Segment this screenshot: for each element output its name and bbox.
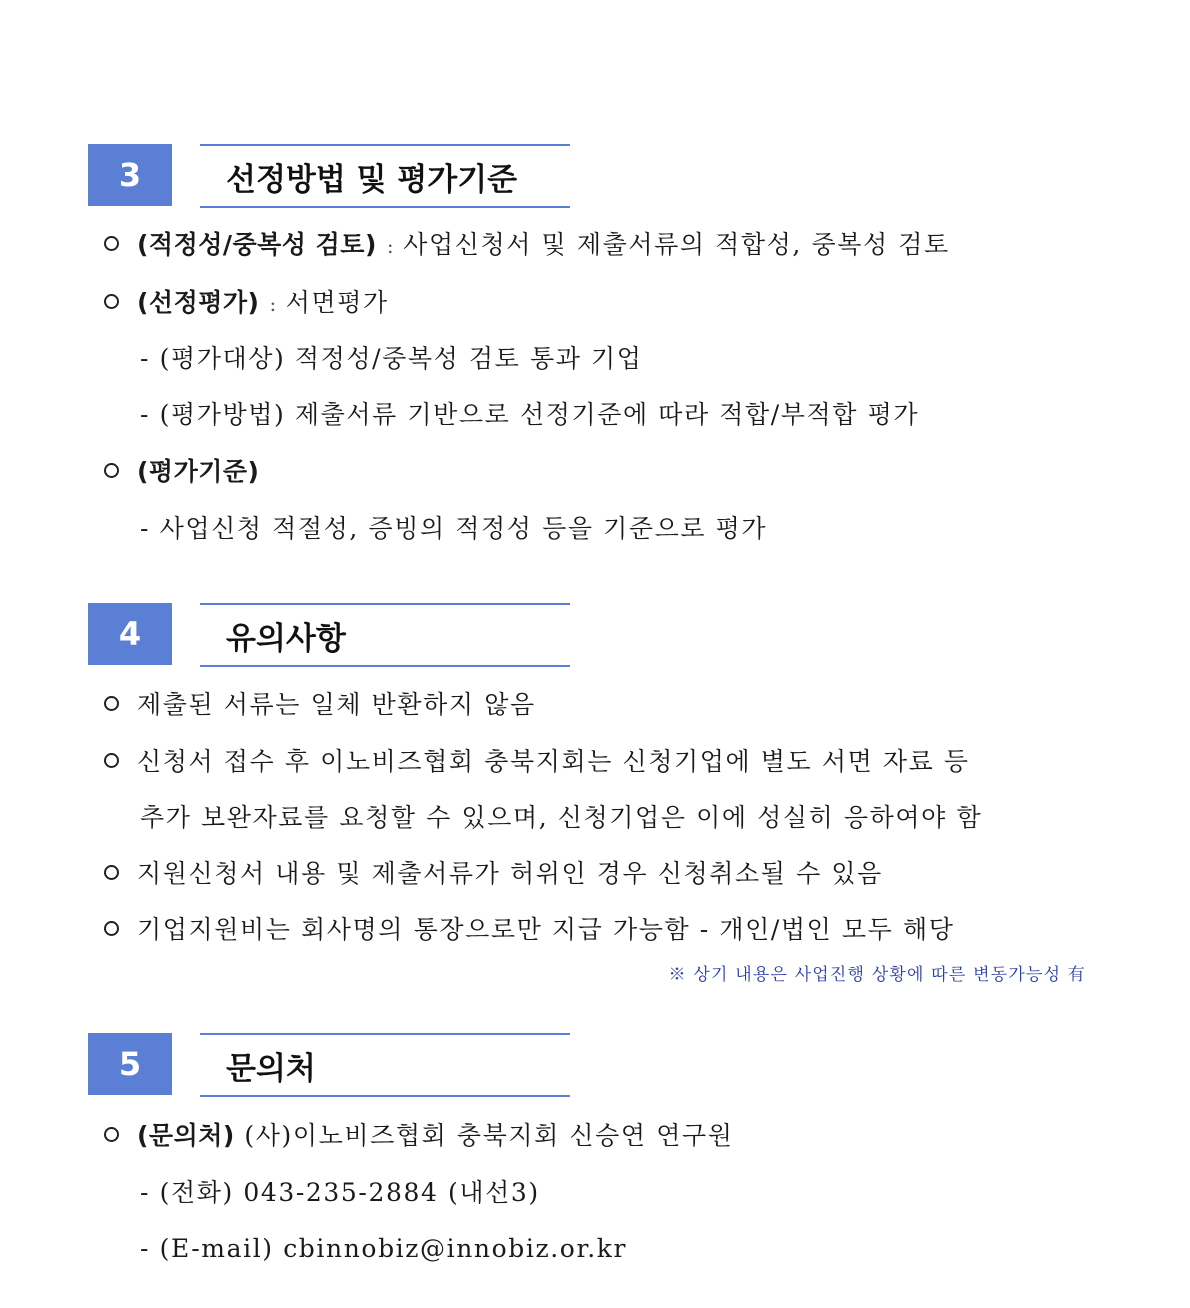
circle-bullet-icon [104,463,119,478]
circle-bullet-icon [104,294,119,309]
item-label: (적정성/중복성 검토) [137,230,377,259]
circle-bullet-icon [104,696,119,711]
sub-item: - (평가방법) 제출서류 기반으로 선정기준에 따라 적합/부적합 평가 [140,400,920,429]
item-text: 기업지원비는 회사명의 통장으로만 지급 가능함 - 개인/법인 모두 해당 [137,915,955,944]
item-label: (선정평가) [137,288,260,317]
list-item [104,857,883,891]
item-text: 사업신청서 및 제출서류의 적합성, 중복성 검토 [403,230,950,259]
item-text: 신청서 접수 후 이노비즈협회 충북지회는 신청기업에 별도 서면 자료 등 [137,747,970,776]
item-continuation: 추가 보완자료를 요청할 수 있으며, 신청기업은 이에 성실히 응하여야 함 [140,803,983,832]
circle-bullet-icon [104,865,119,880]
circle-bullet-icon [104,1127,119,1142]
sub-item-phone: - (전화) 043-235-2884 (내선3) [140,1178,540,1207]
list-item [104,286,389,321]
section-title: 선정방법 및 평가기준 [226,162,518,198]
item-text: 제출된 서류는 일체 반환하지 않음 [137,690,536,719]
section-title: 유의사항 [226,621,346,657]
list-item [104,688,536,722]
item-text: 서면평가 [285,288,389,317]
footnote: ※ 상기 내용은 사업진행 상황에 따른 변동가능성 有 [668,965,1086,985]
circle-bullet-icon [104,236,119,251]
list-item [104,745,970,779]
section-number: 3 [88,144,172,206]
section-4-header [88,603,588,665]
section-title-frame [200,603,570,667]
list-item [104,228,950,263]
section-3-header [88,144,588,206]
list-item [104,1119,733,1153]
item-text: 지원신청서 내용 및 제출서류가 허위인 경우 신청취소될 수 있음 [137,859,883,888]
list-item [104,913,954,947]
circle-bullet-icon [104,753,119,768]
section-title-frame [200,144,570,208]
section-title: 문의처 [226,1051,316,1087]
section-number: 4 [88,603,172,665]
section-title-frame [200,1033,570,1097]
item-label: (문의처) [137,1121,235,1150]
circle-bullet-icon [104,921,119,936]
item-label: (평가기준) [137,457,260,486]
item-text: (사)이노비즈협회 충북지회 신승연 연구원 [244,1121,734,1150]
sub-item: - 사업신청 적절성, 증빙의 적정성 등을 기준으로 평가 [140,514,768,543]
sub-item-email: - (E-mail) cbinnobiz@innobiz.or.kr [140,1234,628,1263]
list-item [104,455,259,489]
item-colon: : [269,292,278,316]
section-5-header [88,1033,588,1095]
section-number: 5 [88,1033,172,1095]
item-colon: : [386,234,396,258]
sub-item: - (평가대상) 적정성/중복성 검토 통과 기업 [140,344,643,373]
